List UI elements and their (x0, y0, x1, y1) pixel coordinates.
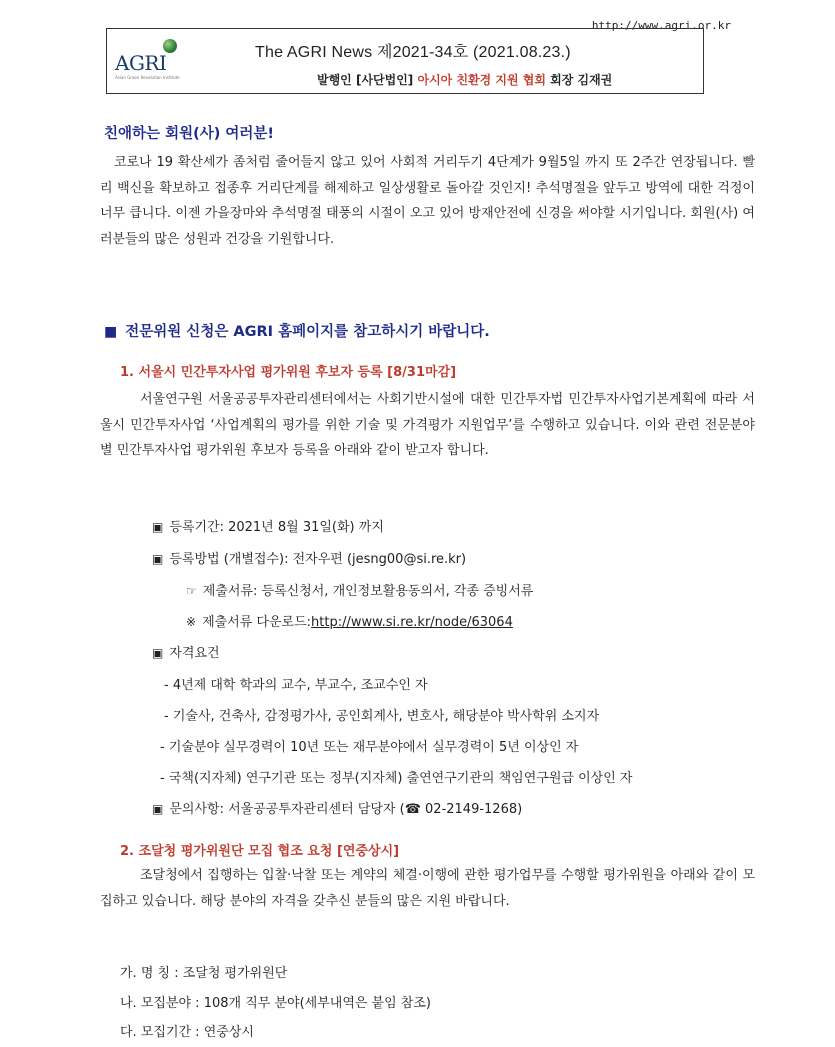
publisher-org: 아시아 친환경 지원 협회 (417, 73, 546, 87)
qualifications-heading (152, 642, 220, 661)
item1-body: 서울연구원 서울공공투자관리센터에서는 사회기반시설에 대한 민간투자법 민간투자사업기본계획에 따라 서울시 민간투자사업 ‘사업계획의 평가를 위한 기술 및 가격평가 지원업무’를 수행하고 있습니다. 이와 관련 전문분야별 민간투자사업 평가위원 후보자 등록을 아래와 같이 받고자 합니다. (100, 392, 755, 458)
publisher-suffix: 회장 김재권 (550, 73, 613, 87)
download-line (186, 611, 513, 630)
section-heading (104, 320, 490, 341)
qualifications-title: 자격요건 (169, 646, 220, 661)
phone-icon: ☎ (404, 802, 421, 817)
logo-text: AGRI (115, 51, 167, 75)
newsletter-header (106, 28, 704, 94)
box-bullet-icon: ▣ (152, 802, 164, 816)
box-bullet-icon: ▣ (152, 552, 164, 566)
qualification-item: - 4년제 대학 학과의 교수, 부교수, 조교수인 자 (164, 678, 428, 693)
reference-mark-icon: ※ (186, 615, 197, 629)
newsletter-title: The AGRI News 제2021-34호 (2021.08.23.) (255, 44, 571, 61)
recruit-row: 가. 명 칭 : 조달청 평가위원단 (120, 966, 288, 981)
website-url[interactable]: http://www.agri.or.kr (591, 19, 731, 32)
download-link[interactable]: http://www.si.re.kr/node/63064 (311, 615, 513, 630)
logo-subtext: Asian Green Revolution Institute (115, 75, 180, 80)
required-documents (186, 580, 533, 599)
contact-text: 문의사항: 서울공공투자관리센터 담당자 ( (169, 802, 405, 817)
contact-phone: 02-2149-1268) (420, 802, 523, 817)
qualification-item: - 국책(지자체) 연구기관 또는 정부(지자체) 출연연구기관의 책임연구원급 이상인 자 (160, 771, 633, 786)
registration-period (152, 516, 384, 535)
registration-method-text: 등록방법 (개별접수): 전자우편 (jesng00@si.re.kr) (169, 552, 467, 567)
agri-logo (115, 35, 180, 87)
item2-title: 2. 조달청 평가위원단 모집 협조 요청 [연중상시] (120, 844, 400, 859)
registration-period-text: 등록기간: 2021년 8월 31일(화) 까지 (169, 520, 384, 535)
greeting: 친애하는 회원(사) 여러분! (104, 126, 275, 142)
square-bullet-icon: ■ (104, 324, 118, 340)
publisher-line (317, 71, 612, 88)
box-bullet-icon: ▣ (152, 520, 164, 534)
item2-body: 조달청에서 집행하는 입찰·낙찰 또는 계약의 체결·이행에 관한 평가업무를 수행할 평가위원을 아래와 같이 모집하고 있습니다. 해당 분야의 자격을 갖추신 분들의 많은 지원 바랍니다. (100, 868, 755, 909)
qualification-item: - 기술분야 실무경력이 10년 또는 재무분야에서 실무경력이 5년 이상인 자 (160, 740, 579, 755)
pointing-hand-icon: ☞ (186, 584, 197, 598)
required-documents-text: 제출서류: 등록신청서, 개인정보활용동의서, 각종 증빙서류 (202, 584, 534, 599)
box-bullet-icon: ▣ (152, 646, 164, 660)
qualification-item: - 기술사, 건축사, 감정평가사, 공인회계사, 변호사, 해당분야 박사학위 소지자 (164, 709, 600, 724)
publisher-prefix: 발행인 [사단법인] (317, 73, 414, 87)
recruit-row: 다. 모집기간 : 연중상시 (120, 1025, 254, 1040)
recruit-row: 나. 모집분야 : 108개 직무 분야(세부내역은 붙임 참조) (120, 996, 431, 1011)
registration-method (152, 548, 466, 567)
download-label: 제출서류 다운로드: (202, 615, 312, 630)
item1-title: 1. 서울시 민간투자사업 평가위원 후보자 등록 [8/31마감] (120, 365, 457, 380)
contact-line (152, 798, 522, 817)
intro-paragraph: 코로나 19 확산세가 좀처럼 줄어들지 않고 있어 사회적 거리두기 4단계가 9월5일 까지 또 2주간 연장됩니다. 빨리 백신을 확보하고 접종후 거리단계를 해제하고 일상생활로 돌아갈 것인지! 추석명절을 앞두고 방역에 대한 걱정이 너무 큽니다. 이젠 가을장마와 추석명절 태풍의 시절이 오고 있어 방재안전에 신경을 써야할 시기입니다. 회원(사) 여러분들의 많은 성원과 건강을 기원합니다. (100, 155, 755, 247)
section-title: 전문위원 신청은 AGRI 홈페이지를 참고하시기 바랍니다. (125, 324, 490, 340)
